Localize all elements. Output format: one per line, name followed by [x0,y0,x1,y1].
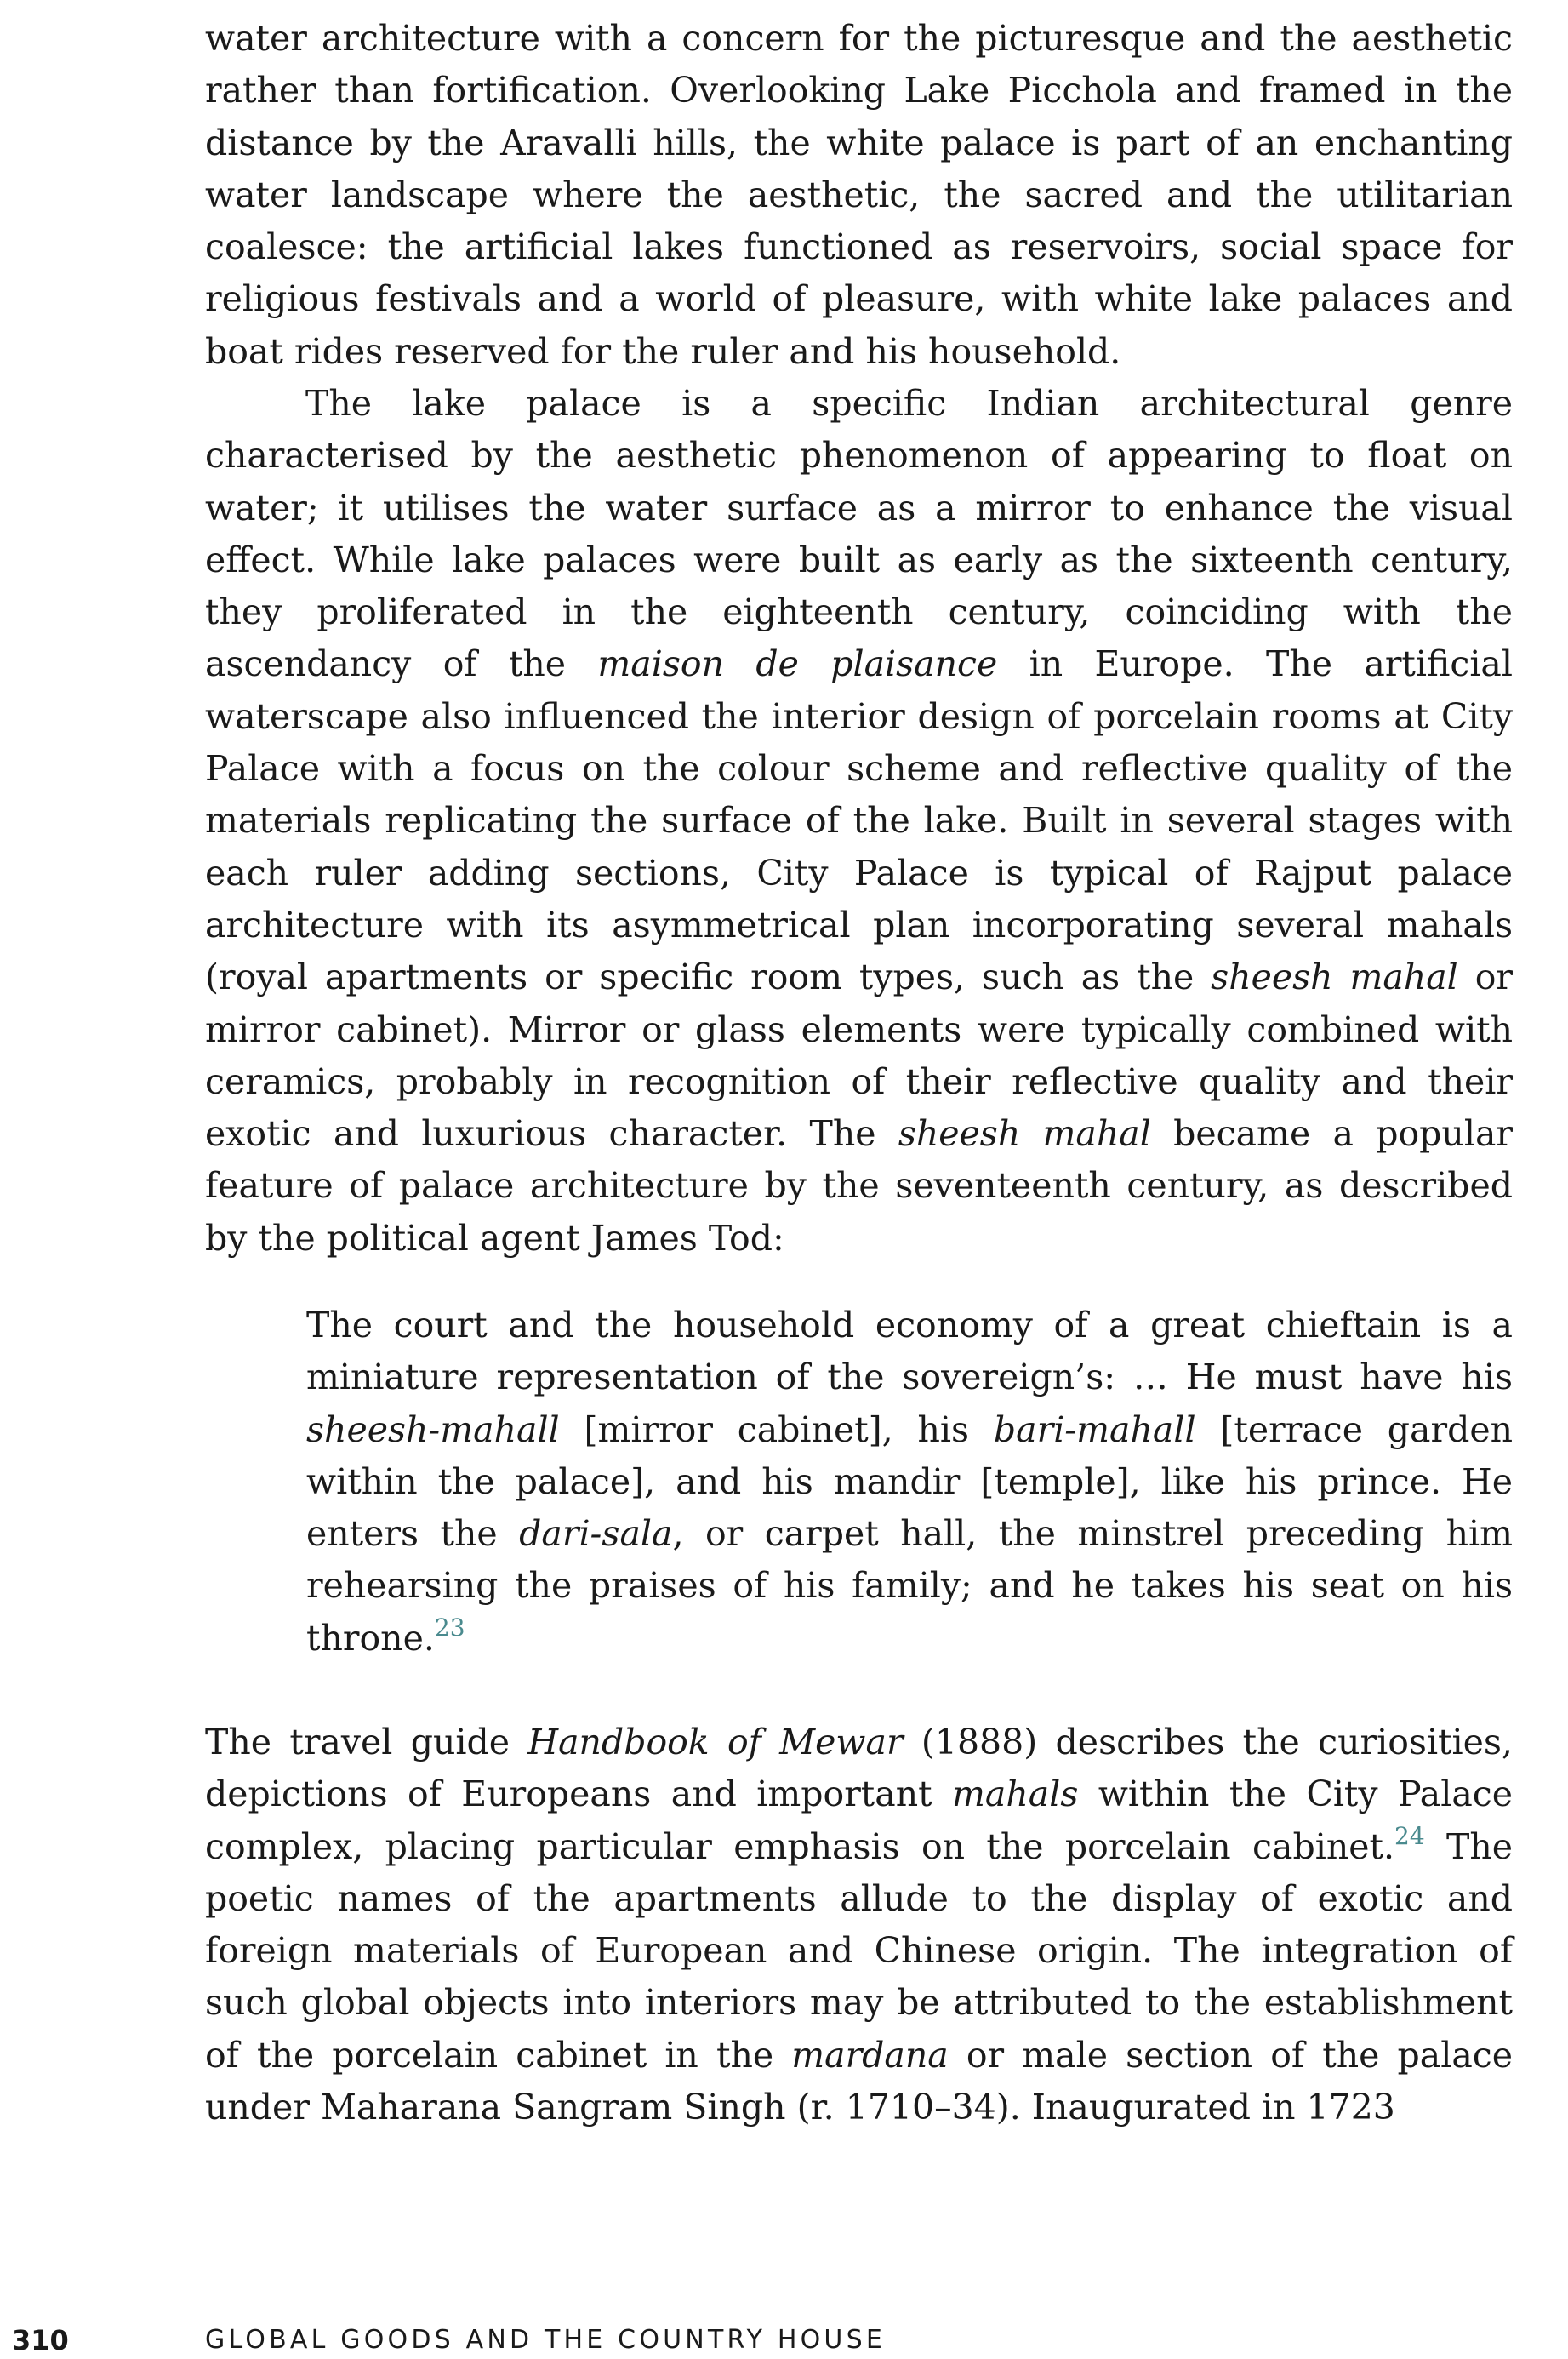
text-run: The travel guide [205,1722,528,1762]
italic-term: sheesh mahal [1211,957,1458,998]
text-run: (1888) describes the curiosities, depictions of Europeans and important [205,1722,1513,1815]
italic-term: sheesh-mahall [306,1408,560,1450]
text-block-4 [205,1716,1513,2133]
text-run: or male section of the palace under Maharana Sangram Singh (r. 1710–34). Inaugurated in 1723 [205,2034,1513,2128]
italic-term: bari-mahall [993,1408,1196,1450]
page-number: 310 [12,2324,69,2356]
block-quote-text [306,1299,1513,1665]
italic-term: Handbook of Mewar [527,1722,904,1762]
text-run: water architecture with a concern for the picturesque and the aesthetic rather than fortification. Overlooking Lake Picchola and framed in the distance by the Aravalli hills, the white palace is part of an enchanting water landscape where the aesthetic, the sacred and the utilitarian coalesce: the artificial lakes functioned as reservoirs, social space for religious festivals and a world of pleasure, with white lake palaces and boat rides reserved for the ruler and his household. [205,18,1513,372]
text-run: in Europe. The artificial waterscape also influenced the interior design of porcelain rooms at City Palace with a focus on the colour scheme and reflective quality of the materials replicating the surface of the lake. Built in several stages with each ruler adding sections, City Palace is typical of Rajput palace architecture with its asymmetrical plan incorporating several mahals (royal apartments or specific room types, such as the [205,643,1513,998]
italic-term: mahals [952,1774,1079,1815]
block-quote [306,1299,1513,1665]
running-footer [0,2325,1568,2359]
text-run: The court and the household economy of a great chieftain is a miniature representation of the sovereign’s: … He must have his [306,1305,1513,1398]
text-block-2 [205,378,1513,1265]
text-run: The poetic names of the apartments allude to the display of exotic and foreign materials of European and Chinese origin. The integration of such global objects into interiors may be attributed to the establishment of the porcelain cabinet in the [205,1825,1513,2076]
italic-term: sheesh mahal [898,1113,1151,1155]
running-title: GLOBAL GOODS AND THE COUNTRY HOUSE [205,2325,886,2355]
italic-term: maison de plaisance [597,643,998,685]
text-block-1 [205,13,1513,378]
text-run: [mirror cabinet], his [559,1408,994,1450]
paragraph-continued [205,13,1513,378]
paragraph-lake-palace [205,378,1513,1265]
text-run: or mirror cabinet). Mirror or glass elements were typically combined with ceramics, probably in recognition of their reflective quality and their exotic and luxurious character. The [205,957,1513,1155]
italic-term: dari-sala [519,1513,673,1555]
text-run: The lake palace is a specific Indian architectural genre characterised by the aesthetic phenomenon of appearing to float on water; it utilises the water surface as a mirror to enhance the visual effect. While lake palaces were built as early as the sixteenth century, they proliferated in the eighteenth century, coinciding with the ascendancy of the [205,383,1513,685]
text-run: became a popular feature of palace architecture by the seventeenth century, as described by the political agent James Tod: [205,1113,1513,1259]
italic-term: mardana [791,2034,949,2076]
paragraph-handbook [205,1716,1513,2133]
footnote-ref[interactable]: 24 [1394,1821,1425,1850]
text-run: [terrace garden within the palace], and his mandir [temple], like his prince. He enters the [306,1408,1513,1555]
footnote-ref[interactable]: 23 [434,1613,465,1642]
text-run: within the City Palace complex, placing particular emphasis on the porcelain cabinet. [205,1774,1513,1867]
text-run: , or carpet hall, the minstrel preceding him rehearsing the praises of his family; and he takes his seat on his throne. [306,1513,1513,1659]
